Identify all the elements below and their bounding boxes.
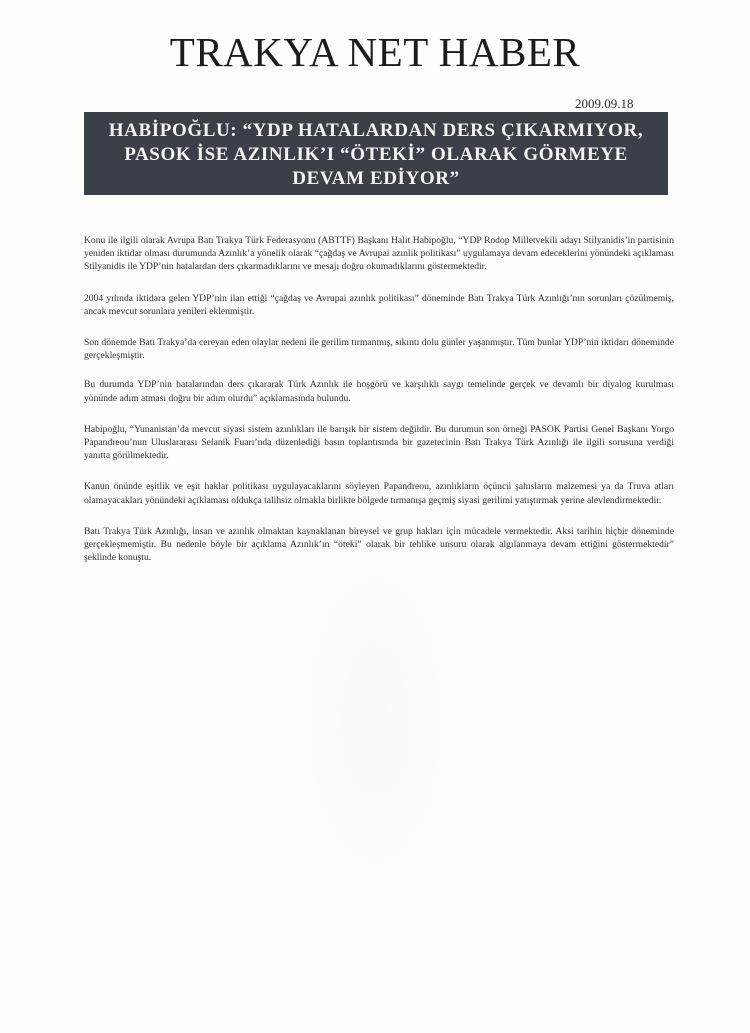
- article-paragraph: Habipoğlu, “Yunanistan’da mevcut siyasi sistem azınlıkları ile barışık bir sistem değildir. Bu durumun son örneği PASOK Partisi Genel Başkanı Yorgo Papandreou’nun Uluslararası Selanik Fuarı’nda düzenlediği basın toplantısında bir gazetecinin Batı Trakya Türk Azınlığı ile ilgili sorusuna verdiği yanıtta görülmektedir.: [84, 423, 674, 462]
- article-paragraph: Son dönemde Batı Trakya’da cereyan eden olaylar nedeni ile gerilim tırmanmış, sıkıntı dolu günler yaşanmıştır. Tüm bunlar YDP’nin iktidarı döneminde gerçekleşmiştir.: [84, 337, 674, 362]
- article-paragraph: Batı Trakya Türk Azınlığı, insan ve azınlık olmaktan kaynaklanan bireysel ve grup hakları için mücadele vermektedir. Aksi tarihin hiçbir döneminde gerçekleşmemiştir. Bu nedenle böyle bir açıklama Azınlık’ın “öteki” olarak bir tehlike unsuru olarak algılanmaya devam ettiğini göstermektedir” şeklinde konuştu.: [84, 525, 674, 564]
- publication-date: 2009.09.18: [575, 96, 634, 111]
- article-paragraph: Konu ile ilgili olarak Avrupa Batı Trakya Türk Federasyonu (ABTTF) Başkanı Halit Habipoğlu, “YDP Rodop Milletvekili adayı Stilyanidis’in partisinin yeniden iktidar olması durumunda Azınlık’a yönelik olarak “çağdaş ve Avrupai azınlık politikası” uygulamaya devam edeceklerini yönündeki açıklaması Stilyanidis ile YDP’nin hatalardan ders çıkarmadıklarını ve mesajı doğru okumadıklarını göstermektedir.: [84, 235, 674, 273]
- article-paragraph: Bu durumda YDP’nin hatalarından ders çıkararak Türk Azınlık ile hoşgörü ve karşılıklı saygı temelinde gerçek ve devamlı bir diyalog kurulması yönünde adım atması doğru bir adım olurdu” açıklamasında bulundu.: [84, 379, 674, 404]
- masthead-title: TRAKYA NET HABER: [169, 29, 581, 75]
- headline-banner: [84, 112, 668, 195]
- scan-artifact: [300, 560, 450, 880]
- article-body: [84, 234, 674, 582]
- article-paragraph: Kanun önünde eşitlik ve eşit haklar politikası uygulayacaklarını söyleyen Papandreou, azınlıkların öçüncü şahısların malzemesi ya da Truva atları olamayacakları yönündeki açıklaması oldukça talihsiz olmakla birlikte bölgede tırmanışa geçmiş siyasi gerilimi yatıştırmak yerine alevlendirmektedir.: [84, 481, 674, 506]
- headline-text: HABİPOĞLU: “YDP HATALARDAN DERS ÇIKARMIYOR, PASOK İSE AZINLIK’I “ÖTEKİ” OLARAK GÖRMEYE DEVAM EDİYOR”: [108, 120, 644, 189]
- article-paragraph: 2004 yılında iktidara gelen YDP’nin ilan ettiği “çağdaş ve Avrupai azınlık politikası” döneminde Batı Trakya Türk Azınlığı’nın sorunları çözülmemiş, ancak mevcut sorunlara yenileri eklenmiştir.: [84, 292, 674, 317]
